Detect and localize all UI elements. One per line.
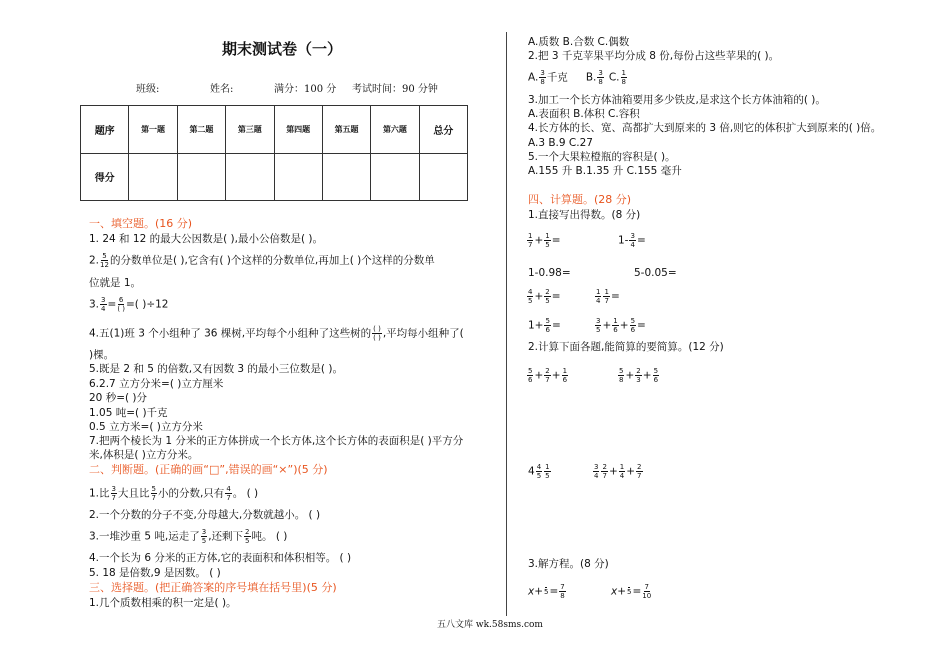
calc-expr-1: [526, 232, 561, 249]
numerator: 3: [540, 69, 545, 77]
calc-expr-7: [528, 317, 561, 334]
numerator: 3: [594, 463, 599, 471]
numerator: 2: [637, 463, 642, 471]
judge-q3: [89, 528, 287, 545]
fill-q3: [89, 296, 169, 313]
denominator: 6: [653, 376, 659, 384]
fraction: [630, 317, 636, 334]
denominator: ( ): [373, 334, 381, 342]
denominator: 7: [111, 494, 116, 502]
denominator: 7: [637, 472, 642, 480]
numerator: 2: [602, 463, 607, 471]
numerator: 1: [545, 463, 550, 471]
fraction: [619, 463, 625, 480]
calc-expr-5: [526, 288, 561, 305]
denominator: 5: [545, 297, 550, 305]
denominator: 8: [619, 376, 624, 384]
calc-expr-6: [594, 288, 620, 305]
section-choice-heading: 三、选择题。(把正确答案的序号填在括号里)(5 分): [89, 581, 337, 594]
score-table-row-label: 题序: [81, 106, 129, 154]
fill-q3-prefix: 3.: [89, 298, 100, 311]
operator: +: [619, 319, 629, 332]
fraction: [544, 587, 548, 596]
operator: +: [626, 465, 636, 478]
fill-q6-2: 20 秒=( )分: [89, 392, 148, 404]
class-label: 班级:: [136, 84, 160, 95]
option-c-label: C.: [608, 71, 620, 84]
fraction: [201, 528, 207, 545]
fill-q2: [89, 252, 435, 269]
fraction: [618, 367, 624, 384]
denominator: 8: [560, 592, 565, 600]
fill-q3-text: =( )÷12: [126, 298, 169, 311]
fill-q7-cont: 米,体积是( )立方分米。: [89, 449, 199, 461]
column-divider: [506, 32, 507, 616]
judge-q1-text-3: 小的分数,只有: [157, 487, 225, 500]
numerator: 2: [636, 367, 641, 375]
denominator: 4: [619, 472, 625, 480]
numerator: 6: [118, 296, 124, 304]
choice-q4: 4.长方体的长、宽、高都扩大到原来的 3 倍,则它的体积扩大到原来的( )倍。: [528, 122, 882, 134]
denominator: 6: [630, 326, 636, 334]
judge-q2: 2.一个分数的分子不变,分母越大,分数就越小。 ( ): [89, 509, 321, 521]
operator: +: [534, 290, 544, 303]
fill-q6-1: 6.2.7 立方分米=( )立方厘米: [89, 378, 224, 390]
denominator: 5: [627, 588, 632, 596]
numerator: 5: [619, 367, 624, 375]
numerator: 5: [151, 485, 156, 493]
denominator: 5: [545, 472, 550, 480]
numerator: 4: [536, 463, 542, 471]
fill-q4-cont: )棵。: [89, 349, 115, 361]
equals-sign: =: [551, 319, 561, 332]
numerator: 4: [226, 485, 231, 493]
denominator: 10: [642, 592, 652, 600]
fraction: [536, 463, 542, 480]
fraction: [612, 317, 618, 334]
fraction: [539, 69, 545, 86]
operator: +: [625, 369, 635, 382]
fill-q4: [89, 325, 464, 342]
choice-q4-options: A.3 B.9 C.27: [528, 137, 593, 149]
fraction: [225, 485, 231, 502]
denominator: 4: [596, 297, 601, 305]
denominator: 7: [151, 494, 156, 502]
numerator: 5: [528, 367, 533, 375]
score-table-col-6: 第六题: [371, 106, 419, 154]
choice-q1: 1.几个质数相乘的积一定是( )。: [89, 597, 237, 609]
numerator: 1: [545, 232, 550, 240]
option-a-unit: 千克: [546, 71, 568, 84]
fraction: [111, 485, 117, 502]
score-table-col-5: 第五题: [322, 106, 370, 154]
calc-expr-4: 5-0.05=: [634, 267, 677, 279]
numerator: 1: [613, 317, 618, 325]
equals-sign: =: [636, 234, 646, 247]
fraction: [244, 528, 250, 545]
full-score: 满分：100 分: [274, 84, 337, 95]
operator: +: [602, 319, 612, 332]
judge-q1: [89, 485, 258, 502]
score-table-col-1: 第一题: [129, 106, 177, 154]
score-table: [80, 105, 468, 201]
denominator: 8: [540, 78, 545, 86]
judge-q1-text: 1.比: [89, 487, 110, 500]
calc-expr-3: 1-0.98=: [528, 267, 571, 279]
denominator: 5: [545, 241, 550, 249]
denominator: 4: [630, 241, 635, 249]
fraction: [595, 317, 601, 334]
equals-sign: =: [551, 234, 561, 247]
fraction: [544, 288, 550, 305]
choice-q5-options: A.155 升 B.1.35 升 C.155 毫升: [528, 165, 682, 177]
numerator: 1: [596, 288, 601, 296]
numerator: 5: [653, 367, 659, 375]
variable-term: x+: [528, 585, 544, 598]
fraction: [635, 367, 641, 384]
operator: +: [642, 369, 652, 382]
fill-q6-3: 1.05 吨=( )千克: [89, 407, 168, 419]
equals-sign: =: [637, 319, 646, 332]
numerator: 7: [560, 583, 565, 591]
fraction: [117, 296, 125, 313]
numerator: 2: [545, 288, 550, 296]
fraction: [562, 367, 568, 384]
denominator: 5: [528, 297, 533, 305]
calc-simplify-2: [617, 367, 660, 384]
numerator: 3: [101, 296, 106, 304]
choice-q3-options: A.表面积 B.体积 C.容积: [528, 108, 640, 120]
score-cell[interactable]: [226, 153, 274, 201]
numerator: 2: [245, 528, 250, 536]
denominator: 7: [604, 297, 609, 305]
fraction: [621, 69, 627, 86]
equals-sign: =: [610, 290, 620, 303]
equals-sign: =: [549, 585, 559, 598]
denominator: 8: [621, 78, 626, 86]
judge-q3-text: 3.一堆沙重 5 吨,运走了: [89, 530, 200, 543]
numerator: 3: [630, 232, 635, 240]
score-table-score-row: [81, 153, 468, 201]
choice-q2: 2.把 3 千克苹果平均分成 8 份,每份占这些苹果的( )。: [528, 50, 780, 62]
choice-q2-options: [528, 69, 628, 86]
denominator: 4: [594, 472, 599, 480]
numerator: 7: [644, 583, 649, 591]
judge-q4: 4.一个长为 6 分米的正方体,它的表面积和体积相等。 ( ): [89, 552, 352, 564]
page-title: 期末测试卷（一）: [222, 40, 343, 58]
equals-sign: =: [107, 298, 117, 311]
score-cell[interactable]: [129, 153, 177, 201]
score-cell[interactable]: [274, 153, 322, 201]
fill-q7: 7.把两个棱长为 1 分米的正方体拼成一个长方体,这个长方体的表面积是( )平方分: [89, 435, 464, 447]
fraction: [544, 463, 550, 480]
calc-simplify-1: [526, 367, 569, 384]
judge-q3-text-3: 吨。 ( ): [251, 530, 288, 543]
fraction: [653, 367, 659, 384]
fraction: [636, 463, 642, 480]
fraction: [601, 463, 607, 480]
calc-simplify-4: [592, 463, 644, 480]
fraction: [597, 69, 603, 86]
operator: +: [534, 234, 544, 247]
operator: +: [534, 369, 544, 382]
name-label: 姓名:: [210, 84, 234, 95]
footer-watermark: 五八文库 wk.58sms.com: [437, 620, 543, 630]
fraction: [100, 252, 109, 269]
numerator: 1: [528, 232, 533, 240]
fraction: [544, 367, 550, 384]
section-calc-heading: 四、计算题。(28 分): [528, 193, 632, 206]
calc-sub2: 2.计算下面各题,能简算的要简算。(12 分): [528, 341, 724, 353]
exam-time: 考试时间：90 分钟: [352, 84, 438, 95]
choice-q1-options: A.质数 B.合数 C.偶数: [528, 36, 630, 48]
judge-q5: 5. 18 是倍数,9 是因数。 ( ): [89, 567, 221, 579]
denominator: 5: [245, 537, 250, 545]
fraction: [151, 485, 157, 502]
denominator: 5: [544, 588, 549, 596]
fraction: [372, 325, 382, 342]
numerator: 5: [545, 317, 550, 325]
denominator: 7: [528, 241, 533, 249]
fraction: [642, 583, 651, 600]
score-table-col-2: 第二题: [177, 106, 225, 154]
numerator: 1: [621, 69, 626, 77]
denominator: 3: [636, 376, 641, 384]
section-judge-heading: 二、判断题。(正确的画“□”,错误的画“×”)(5 分): [89, 463, 328, 476]
score-cell[interactable]: [177, 153, 225, 201]
denominator: 6: [613, 326, 618, 334]
fraction: [629, 232, 635, 249]
choice-q5: 5.一个大果粒橙瓶的容积是( )。: [528, 151, 676, 163]
option-a-label: A.: [528, 71, 539, 84]
term: 4: [528, 465, 535, 478]
denominator: 4: [101, 305, 106, 313]
fill-q2-cont: 位就是 1。: [89, 277, 142, 289]
fraction: [627, 587, 631, 596]
denominator: 7: [602, 472, 607, 480]
calc-sub1: 1.直接写出得数。(8 分): [528, 209, 641, 221]
numerator: 3: [111, 485, 116, 493]
fill-q2-prefix: 2.: [89, 254, 100, 267]
numerator: 1: [604, 288, 609, 296]
score-table-header-row: [81, 106, 468, 154]
numerator: 2: [545, 367, 550, 375]
numerator: 4: [528, 288, 533, 296]
denominator: 5: [596, 326, 601, 334]
fraction: [603, 288, 609, 305]
judge-q1-text-4: 。 ( ): [232, 487, 259, 500]
score-table-total: 总分: [419, 106, 467, 154]
option-b-label: B.: [585, 71, 597, 84]
score-cell[interactable]: [371, 153, 419, 201]
operator: +: [551, 369, 561, 382]
denominator: 5: [201, 537, 207, 545]
denominator: 12: [100, 261, 109, 269]
fraction: [527, 288, 533, 305]
fraction: [559, 583, 565, 600]
calc-expr-8: [594, 317, 646, 334]
numerator: 5: [630, 317, 636, 325]
score-table-col-3: 第三题: [226, 106, 274, 154]
denominator: 8: [598, 78, 603, 86]
numerator: 3: [201, 528, 207, 536]
section-fill-blank-heading: 一、填空题。(16 分): [89, 217, 193, 230]
fraction: [544, 232, 550, 249]
equation-2: [611, 583, 652, 600]
fill-q6-4: 0.5 立方米=( )立方分米: [89, 421, 203, 433]
fill-q1: 1. 24 和 12 的最大公因数是( ),最小公倍数是( )。: [89, 233, 323, 245]
term: 1+: [528, 319, 544, 332]
fill-q4-text: 4.五(1)班 3 个小组种了 36 棵树,平均每个小组种了这些树的: [89, 327, 372, 340]
term: 1-: [618, 234, 629, 247]
fill-q2-text: 的分数单位是( ),它含有( )个这样的分数单位,再加上( )个这样的分数单: [109, 254, 435, 267]
fraction: [527, 367, 533, 384]
numerator: 1: [619, 463, 625, 471]
denominator: 7: [226, 494, 231, 502]
equals-sign: =: [632, 585, 642, 598]
fraction: [595, 288, 601, 305]
judge-q3-text-2: ,还剩下: [208, 530, 244, 543]
score-table-score-label: 得分: [81, 153, 129, 201]
numerator: 3: [596, 317, 601, 325]
fraction: [100, 296, 106, 313]
denominator: 6: [545, 326, 550, 334]
fill-q5: 5.既是 2 和 5 的倍数,又有因数 3 的最小三位数是( )。: [89, 363, 343, 375]
equation-1: [528, 583, 567, 600]
operator: +: [608, 465, 618, 478]
numerator: 3: [598, 69, 603, 77]
denominator: 5: [536, 472, 542, 480]
equals-sign: =: [551, 290, 561, 303]
numerator: 5: [102, 252, 107, 260]
denominator: 7: [545, 376, 550, 384]
denominator: 6: [528, 376, 533, 384]
calc-expr-2: [618, 232, 646, 249]
calc-sub3: 3.解方程。(8 分): [528, 558, 609, 570]
fraction: [593, 463, 599, 480]
choice-q3: 3.加工一个长方体油箱要用多少铁皮,是求这个长方体油箱的( )。: [528, 94, 826, 106]
denominator: 6: [562, 376, 568, 384]
score-cell[interactable]: [419, 153, 467, 201]
numerator: ( ): [373, 325, 381, 333]
variable-term: x+: [611, 585, 627, 598]
score-cell[interactable]: [322, 153, 370, 201]
fraction: [527, 232, 533, 249]
score-table-col-4: 第四题: [274, 106, 322, 154]
numerator: 1: [562, 367, 568, 375]
calc-simplify-3: [528, 463, 552, 480]
fill-q4-text-2: ,平均每小组种了(: [382, 327, 464, 340]
denominator: ( ): [117, 305, 125, 313]
judge-q1-text-2: 大且比: [118, 487, 150, 500]
fraction: [544, 317, 550, 334]
